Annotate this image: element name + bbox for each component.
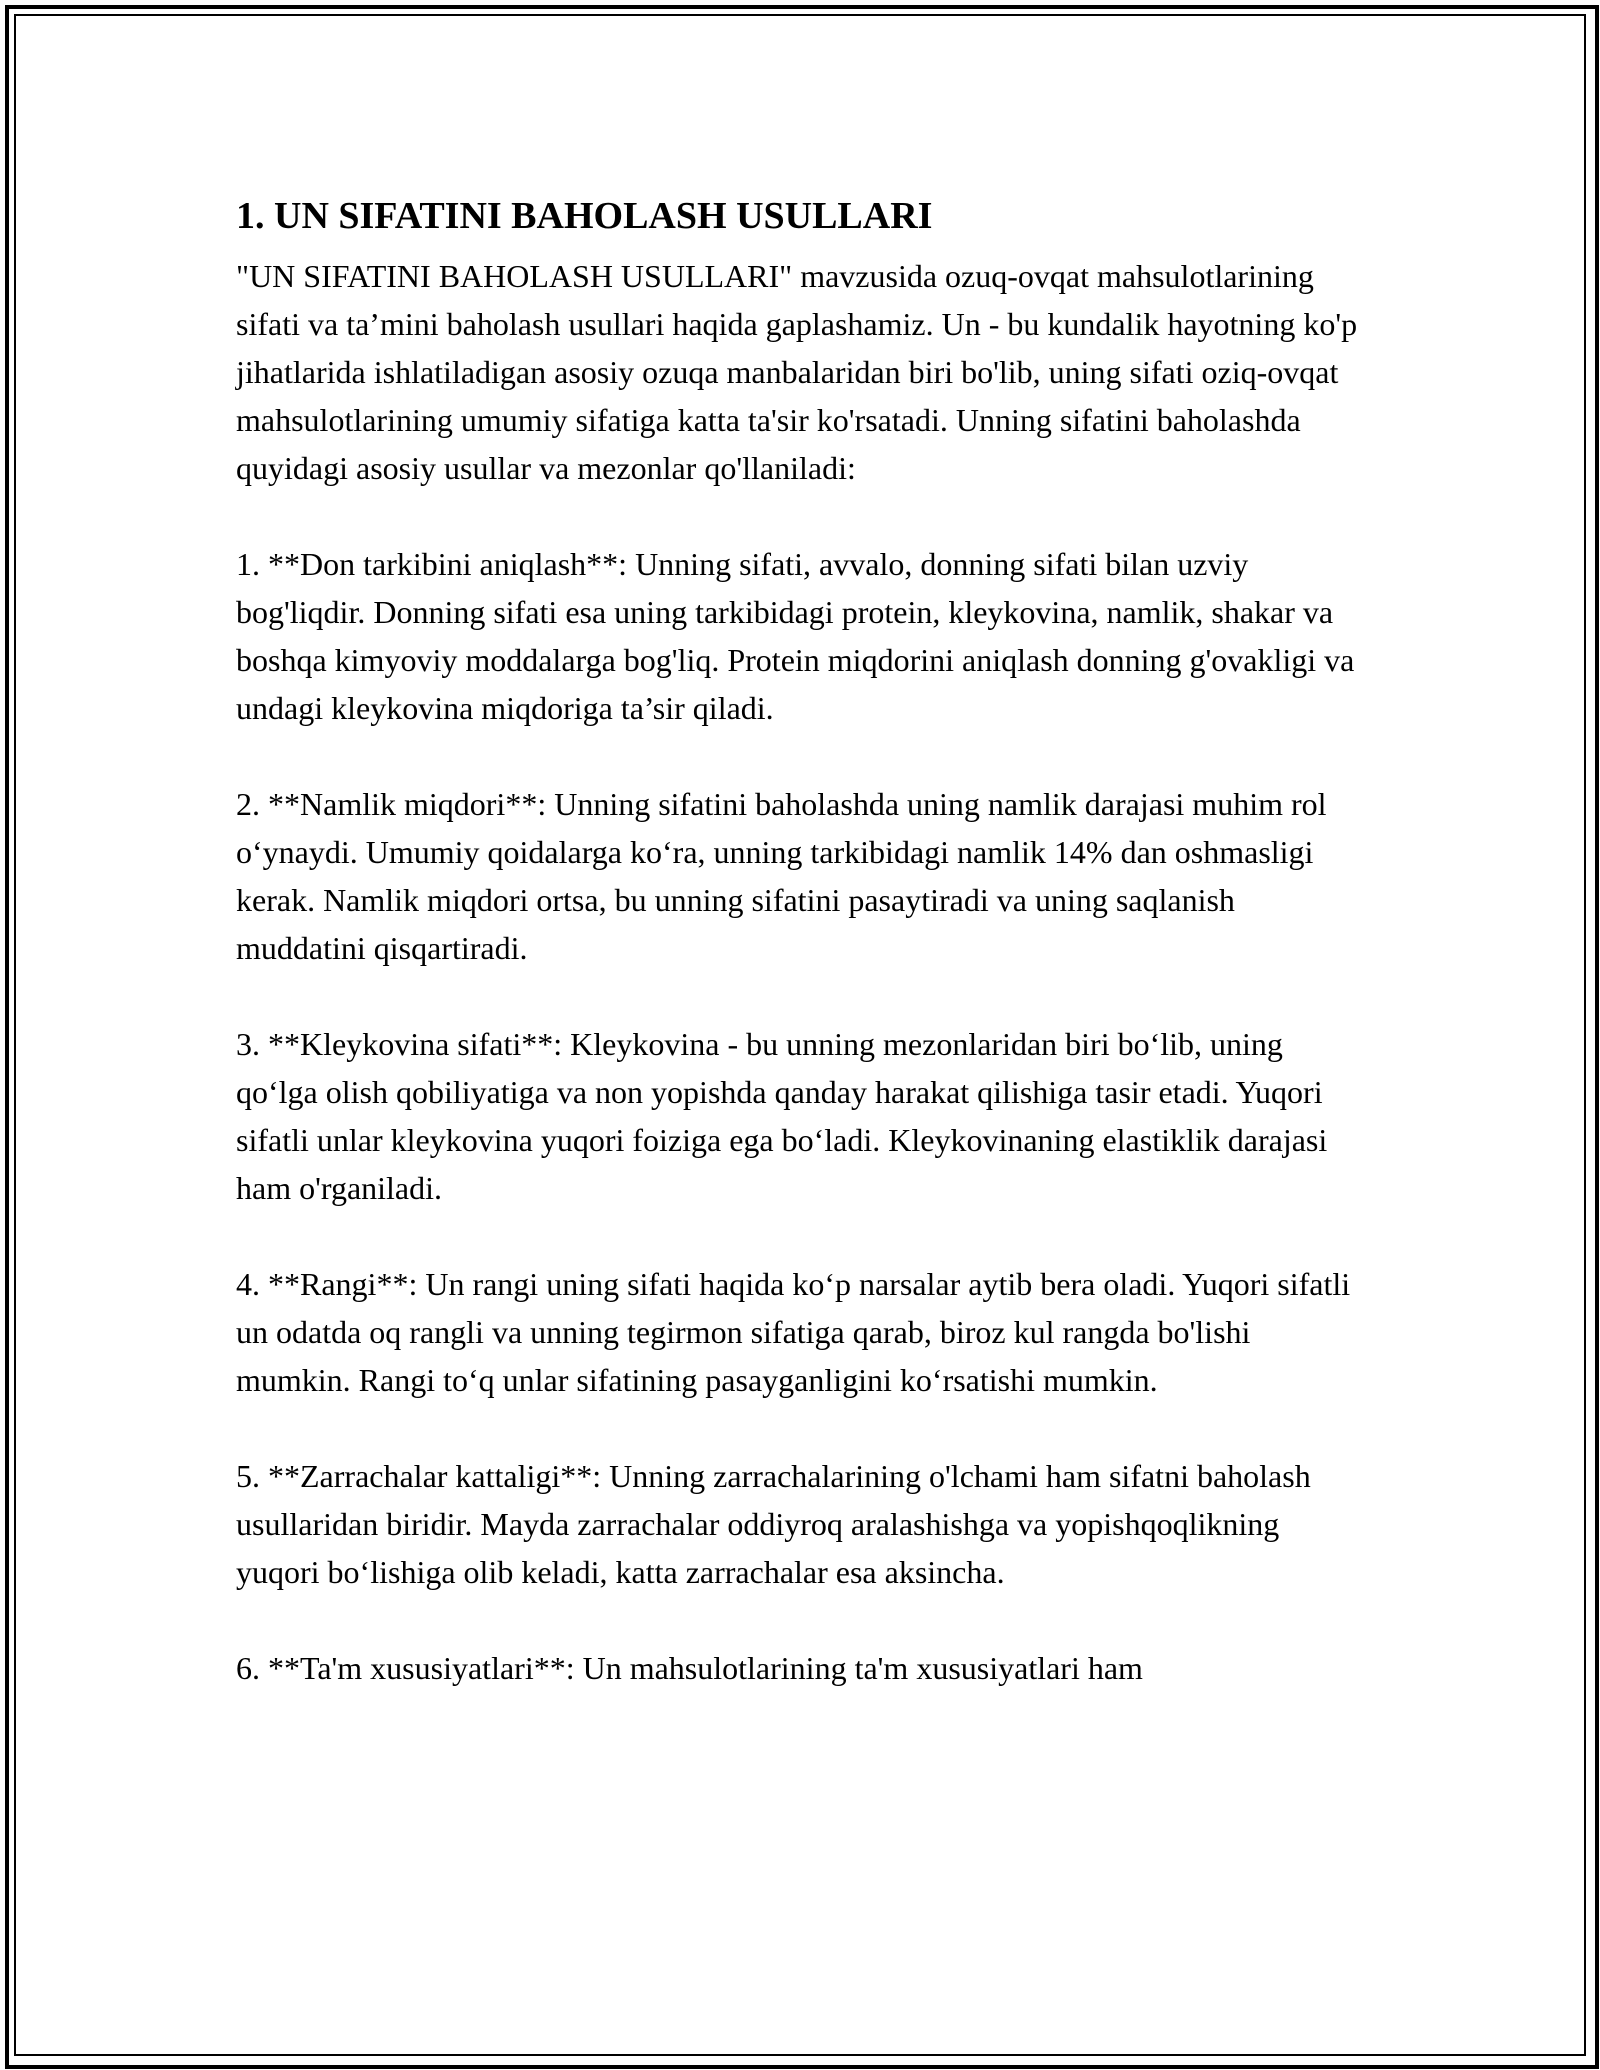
document-title: 1. UN SIFATINI BAHOLASH USULLARI: [236, 195, 933, 237]
paragraph-tam: 6. **Ta'm xususiyatlari**: Un mahsulotlarining ta'm xususiyatlari ham: [236, 1650, 1143, 1686]
paragraph-namlik: 2. **Namlik miqdori**: Unning sifatini baholashda uning namlik darajasi muhim rol o‘ynaydi. Umumiy qoidalarga ko‘ra, unning tarkibidagi namlik 14% dan oshmasligi kerak. Namlik miqdori ortsa, bu unning sifatini pasaytiradi va uning saqlanish muddatini qisqartiradi.: [236, 786, 1327, 966]
paragraph-zarrachalar: 5. **Zarrachalar kattaligi**: Unning zarrachalarining o'lchami ham sifatni baholash usullaridan biridir. Mayda zarrachalar oddiyroq aralashishga va yopishqoqlikning yuqori bo‘lishiga olib keladi, katta zarrachalar esa aksincha.: [236, 1458, 1311, 1590]
paragraph-rangi: 4. **Rangi**: Un rangi uning sifati haqida ko‘p narsalar aytib bera oladi. Yuqori sifatli un odatda oq rangli va unning tegirmon sifatiga qarab, biroz kul rangda bo'lishi mumkin. Rangi to‘q unlar sifatining pasayganligini ko‘rsatishi mumkin.: [236, 1266, 1351, 1398]
paragraph-kleykovina: 3. **Kleykovina sifati**: Kleykovina - bu unning mezonlaridan biri bo‘lib, uning qo‘lga olish qobiliyatiga va non yopishda qanday harakat qilishiga tasir etadi. Yuqori sifatli unlar kleykovina yuqori foiziga ega bo‘ladi. Kleykovinaning elastiklik darajasi ham o'rganiladi.: [236, 1026, 1328, 1206]
intro-paragraph: "UN SIFATINI BAHOLASH USULLARI" mavzusida ozuq-ovqat mahsulotlarining sifati va ta’mini baholash usullari haqida gaplashamiz. Un - bu kundalik hayotning ko'p jihatlarida ishlatiladigan asosiy ozuqa manbalaridan biri bo'lib, uning sifati oziq-ovqat mahsulotlarining umumiy sifatiga katta ta'sir ko'rsatadi. Unning sifatini baholashda quyidagi asosiy usullar va mezonlar qo'llaniladi:: [236, 258, 1358, 486]
paragraph-don-tarkibi: 1. **Don tarkibini aniqlash**: Unning sifati, avvalo, donning sifati bilan uzviy bog'liqdir. Donning sifati esa uning tarkibidagi protein, kleykovina, namlik, shakar va boshqa kimyoviy moddalarga bog'liq. Protein miqdorini aniqlash donning g'ovakligi va undagi kleykovina miqdoriga ta’sir qiladi.: [236, 546, 1355, 726]
document-body: [236, 180, 1366, 1692]
